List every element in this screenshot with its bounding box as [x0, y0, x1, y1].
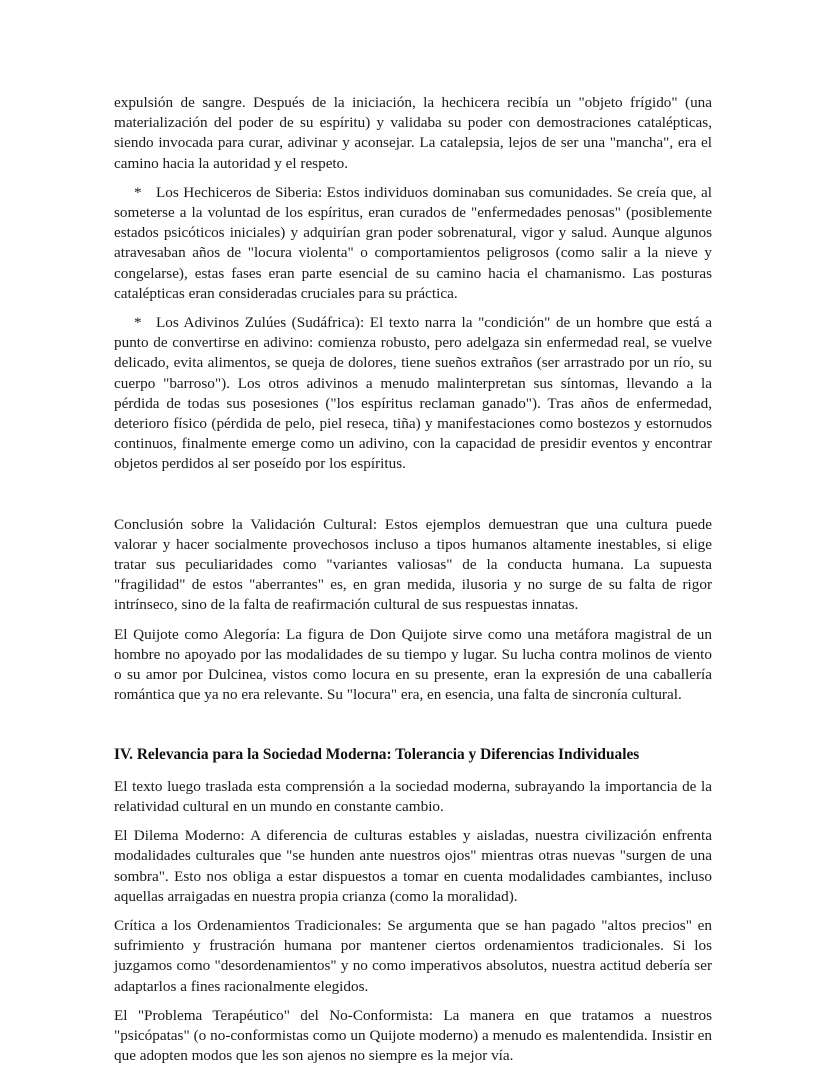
paragraph-traslada-sociedad-moderna: El texto luego traslada esta comprensión a la sociedad moderna, subrayando la importancia de la relatividad cultural en un mundo en constante cambio.: [114, 777, 712, 815]
section-heading-iv: IV. Relevancia para la Sociedad Moderna: Tolerancia y Diferencias Individuales: [114, 746, 640, 764]
paragraph-expulsion-de-sangre: expulsión de sangre. Después de la iniciación, la hechicera recibía un "objeto frígido" (una materialización del poder de su espíritu) y validaba su poder con demostraciones catalépticas, siendo invocada para curar, adivinar y aconsejar. La catalepsia, lejos de ser una "mancha", era el camino hacia la autoridad y el respeto.: [114, 94, 712, 172]
paragraph-dilema-moderno: El Dilema Moderno: A diferencia de culturas estables y aisladas, nuestra civilización enfrenta modalidades culturales que "se hunden ante nuestros ojos" mientras otras nuevas "surgen de una sombra". Esto nos obliga a estar dispuestos a tomar en cuenta modalidades cambiantes, incluso aquellas arraigadas en nuestra propia crianza (como la moralidad).: [114, 827, 712, 905]
bullet-item-label: Los Hechiceros de Siberia: Estos individuos dominaban sus comunidades. Se creía que, al someterse a la voluntad de los espíritus, eran curados de "enfermedades penosas" (posiblemente estados psicóticos iniciales) y adquirían gran poder sobrenatural, vigor y salud. Aunque algunos atravesaban años de "locura violenta" o comportamientos peligrosos (como salir a la nieve y congelarse), estas fases eran parte esencial de su camino hacia el chamanismo. Las posturas catalépticas eran consideradas cruciales para su práctica.: [114, 183, 712, 302]
paragraph-conclusion-validacion-cultural: Conclusión sobre la Validación Cultural: Estos ejemplos demuestran que una cultura puede valorar y hacer socialmente provechosos incluso a tipos humanos altamente inestables, si elige tratar sus peculiaridades como "variantes valiosas" de la conducta humana. La supuesta "fragilidad" de estos "aberrantes" es, en gran medida, ilusoria y no surge de su falta de rigor intrínseco, sino de la falta de reafirmación cultural de sus respuestas innatas.: [114, 515, 712, 614]
asterisk-bullet-icon: *: [134, 183, 142, 201]
section-spacer: [114, 705, 712, 745]
section-spacer: [114, 475, 712, 515]
bullet-item-adivinos-zulues: [114, 313, 712, 475]
bullet-item-hechiceros-de-siberia: [114, 183, 712, 304]
paragraph-quijote-como-alegoria: El Quijote como Alegoría: La figura de Don Quijote sirve como una metáfora magistral de un hombre no apoyado por las modalidades de su tiempo y lugar. Su lucha contra molinos de viento o su amor por Dulcinea, vistos como locura en su presente, eran la expresión de una caballería romántica que ya no era relevante. Su "locura" era, en esencia, una falta de sincronía cultural.: [114, 625, 712, 704]
document-text-column: [114, 93, 712, 1066]
bullet-item-label: Los Adivinos Zulúes (Sudáfrica): El texto narra la "condición" de un hombre que está a punto de convertirse en adivino: comienza robusto, pero adelgaza sin enfermedad real, se vuelve delicado, evita alimentos, se queja de dolores, tiene sueños extraños (ser arrastrado por un río, su cuerpo "barroso"). Los otros adivinos a menudo malinterpretan sus síntomas, llevando a la pérdida de todas sus posesiones ("los espíritus reclaman ganado"). Tras años de enfermedad, deterioro físico (pérdida de pelo, piel reseca, tiña) y manifestaciones como bostezos y estornudos continuos, finalmente emerge como un adivino, con la capacidad de presidir eventos y encontrar objetos perdidos al ser poseído por los espíritus.: [114, 314, 712, 473]
paragraph-problema-terapeutico-no-conformista: El "Problema Terapéutico" del No-Conformista: La manera en que tratamos a nuestros "psicópatas" (o no-conformistas como un Quijote moderno) a menudo es malentendida. Insistir en que adopten modos que les son ajenos no siempre es la mejor vía.: [114, 1006, 712, 1065]
paragraph-critica-ordenamientos-tradicionales: Crítica a los Ordenamientos Tradicionales: Se argumenta que se han pagado "altos precios" en sufrimiento y frustración humana por mantener ciertos ordenamientos tradicionales. Si los juzgamos como "desordenamientos" y no como imperativos absolutos, nuestra actitud debería ser adaptarlos a fines racionalmente elegidos.: [114, 916, 712, 995]
asterisk-bullet-icon: *: [134, 314, 142, 332]
